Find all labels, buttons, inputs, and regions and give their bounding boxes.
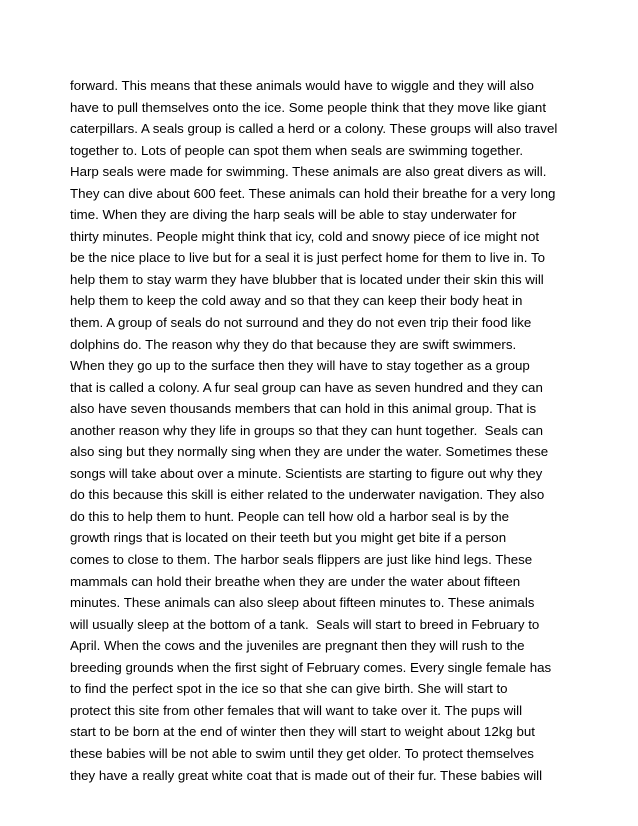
text-line: time. When they are diving the harp seals will be able to stay underwater for [70,207,517,223]
text-line: will usually sleep at the bottom of a tank. Seals will start to breed in February to [70,616,540,632]
body-text [70,75,570,786]
text-line: do this to help them to hunt. People can tell how old a harbor seal is by the [70,508,510,524]
text-line: they have a really great white coat that is made out of their fur. These babies will [70,767,543,783]
text-line: April. When the cows and the juveniles are pregnant then they will rush to the [70,638,525,654]
text-line: mammals can hold their breathe when they are under the water about fifteen [70,573,521,589]
text-line: dolphins do. The reason why they do that because they are swift swimmers. [70,336,517,352]
text-line: another reason why they life in groups so that they can hunt together. Seals can [70,422,544,438]
text-line: caterpillars. A seals group is called a herd or a colony. These groups will also travel [70,121,558,137]
text-line: minutes. These animals can also sleep about fifteen minutes to. These animals [70,595,535,611]
text-line: forward. This means that these animals would have to wiggle and they will also [70,78,534,93]
text-line: together to. Lots of people can spot them when seals are swimming together. [70,142,524,158]
text-line: help them to stay warm they have blubber that is located under their skin this will [70,271,544,287]
text-line: have to pull themselves onto the ice. Some people think that they move like giant [70,99,547,115]
text-line: When they go up to the surface then they will have to stay together as a group [70,358,530,374]
text-line: growth rings that is located on their teeth but you might get bite if a person [70,530,507,546]
text-line: comes to close to them. The harbor seals flippers are just like hind legs. These [70,552,533,568]
text-line: that is called a colony. A fur seal group can have as seven hundred and they can [70,379,543,395]
text-line: be the nice place to live but for a seal it is just perfect home for them to live in. To [70,250,545,266]
text-line: them. A group of seals do not surround and they do not even trip their food like [70,315,532,331]
text-line: help them to keep the cold away and so that they can keep their body heat in [70,293,523,309]
text-line: songs will take about over a minute. Scientists are starting to figure out why they [70,465,543,481]
text-line: these babies will be not able to swim until they get older. To protect themselves [70,745,534,761]
text-line: Harp seals were made for swimming. These animals are also great divers as will. [70,164,547,180]
text-line: start to be born at the end of winter then they will start to weight about 12kg but [70,724,535,740]
text-line: to find the perfect spot in the ice so that she can give birth. She will start to [70,681,508,697]
text-line: also have seven thousands members that can hold in this animal group. That is [70,401,537,417]
text-line: also sing but they normally sing when they are under the water. Sometimes these [70,444,549,460]
text-line: They can dive about 600 feet. These animals can hold their breathe for a very long [70,185,556,201]
text-line: thirty minutes. People might think that icy, cold and snowy piece of ice might not [70,228,540,244]
text-line: breeding grounds when the first sight of February comes. Every single female has [70,659,552,675]
text-line: protect this site from other females that will want to take over it. The pups will [70,702,523,718]
text-line: do this because this skill is either related to the underwater navigation. They also [70,487,545,503]
